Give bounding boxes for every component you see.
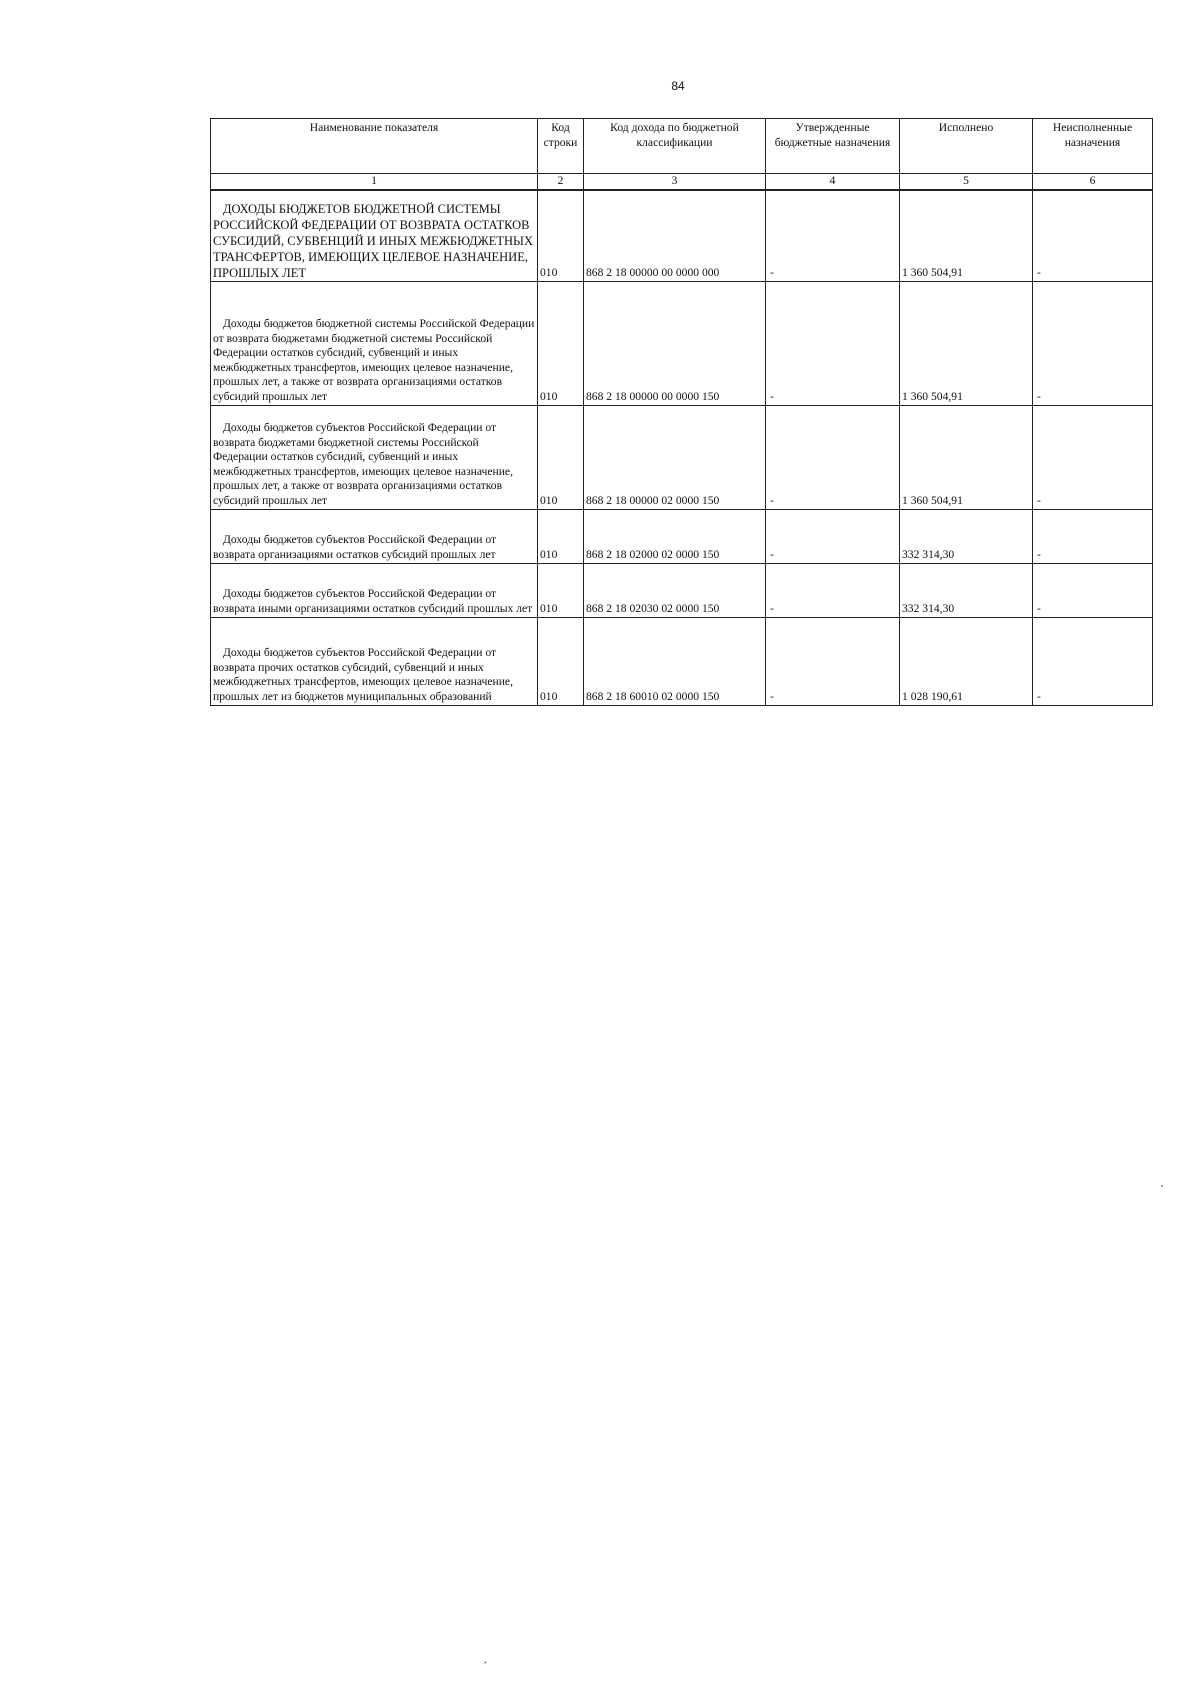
- row-executed: 332 314,30: [900, 509, 1033, 563]
- row-indicator-name: Доходы бюджетов субъектов Российской Федерации от возврата бюджетами бюджетной системы Российской Федерации остатков субсидий, субвенций и иных межбюджетных трансфертов, имеющих целевое назначение, прошлых лет, а также от возврата организациями остатков субсидий прошлых лет: [211, 405, 538, 509]
- row-approved: -: [766, 405, 900, 509]
- header-line-code: Код строки: [538, 119, 584, 174]
- column-number: 2: [538, 174, 584, 191]
- row-line-code: 010: [538, 405, 584, 509]
- header-approved-assignments: Утвержденные бюджетные назначения: [766, 119, 900, 174]
- row-line-code: 010: [538, 281, 584, 405]
- header-indicator-name: Наименование показателя: [211, 119, 538, 174]
- table-row: [211, 281, 1153, 405]
- table-row: [211, 190, 1153, 281]
- row-approved: -: [766, 281, 900, 405]
- row-unexecuted: -: [1033, 617, 1153, 705]
- row-executed: 1 028 190,61: [900, 617, 1033, 705]
- table-row: [211, 405, 1153, 509]
- row-executed: 1 360 504,91: [900, 190, 1033, 281]
- table-row: [211, 617, 1153, 705]
- column-number: 4: [766, 174, 900, 191]
- row-budget-code: 868 2 18 00000 02 0000 150: [584, 405, 766, 509]
- column-number: 1: [211, 174, 538, 191]
- table-body: [211, 190, 1153, 705]
- page-number: 84: [671, 79, 685, 93]
- row-approved: -: [766, 190, 900, 281]
- row-unexecuted: -: [1033, 509, 1153, 563]
- row-unexecuted: -: [1033, 405, 1153, 509]
- row-line-code: 010: [538, 617, 584, 705]
- table-header: [211, 119, 1153, 191]
- row-unexecuted: -: [1033, 563, 1153, 617]
- scan-speck: ˏ: [483, 1650, 487, 1664]
- row-indicator-name: Доходы бюджетов субъектов Российской Федерации от возврата иными организациями остатков субсидий прошлых лет: [211, 563, 538, 617]
- table-row: [211, 509, 1153, 563]
- row-budget-code: 868 2 18 02030 02 0000 150: [584, 563, 766, 617]
- row-unexecuted: -: [1033, 190, 1153, 281]
- table-row: [211, 563, 1153, 617]
- revenue-report-table: [210, 118, 1153, 706]
- row-indicator-name: Доходы бюджетов субъектов Российской Федерации от возврата организациями остатков субсидий прошлых лет: [211, 509, 538, 563]
- row-budget-code: 868 2 18 60010 02 0000 150: [584, 617, 766, 705]
- row-line-code: 010: [538, 509, 584, 563]
- column-number-row: [211, 174, 1153, 191]
- row-line-code: 010: [538, 563, 584, 617]
- header-executed: Исполнено: [900, 119, 1033, 174]
- column-number: 5: [900, 174, 1033, 191]
- column-number: 3: [584, 174, 766, 191]
- row-approved: -: [766, 509, 900, 563]
- row-approved: -: [766, 563, 900, 617]
- row-indicator-name: Доходы бюджетов бюджетной системы Российской Федерации от возврата бюджетами бюджетной системы Российской Федерации остатков субсидий, субвенций и иных межбюджетных трансфертов, имеющих целевое назначение, прошлых лет, а также от возврата организациями остатков субсидий прошлых лет: [211, 281, 538, 405]
- scan-speck: ·: [1160, 1178, 1164, 1192]
- row-budget-code: 868 2 18 00000 00 0000 150: [584, 281, 766, 405]
- row-indicator-name: Доходы бюджетов субъектов Российской Федерации от возврата прочих остатков субсидий, субвенций и иных межбюджетных трансфертов, имеющих целевое назначение, прошлых лет из бюджетов муниципальных образований: [211, 617, 538, 705]
- row-executed: 1 360 504,91: [900, 405, 1033, 509]
- row-unexecuted: -: [1033, 281, 1153, 405]
- column-number: 6: [1033, 174, 1153, 191]
- row-approved: -: [766, 617, 900, 705]
- row-indicator-name: ДОХОДЫ БЮДЖЕТОВ БЮДЖЕТНОЙ СИСТЕМЫ РОССИЙСКОЙ ФЕДЕРАЦИИ ОТ ВОЗВРАТА ОСТАТКОВ СУБСИДИЙ, СУБВЕНЦИЙ И ИНЫХ МЕЖБЮДЖЕТНЫХ ТРАНСФЕРТОВ, ИМЕЮЩИХ ЦЕЛЕВОЕ НАЗНАЧЕНИЕ, ПРОШЛЫХ ЛЕТ: [211, 190, 538, 281]
- header-unexecuted-assignments: Неисполненные назначения: [1033, 119, 1153, 174]
- row-budget-code: 868 2 18 00000 00 0000 000: [584, 190, 766, 281]
- header-row: [211, 119, 1153, 174]
- row-line-code: 010: [538, 190, 584, 281]
- header-budget-classification-code: Код дохода по бюджетной классификации: [584, 119, 766, 174]
- row-executed: 332 314,30: [900, 563, 1033, 617]
- row-budget-code: 868 2 18 02000 02 0000 150: [584, 509, 766, 563]
- row-executed: 1 360 504,91: [900, 281, 1033, 405]
